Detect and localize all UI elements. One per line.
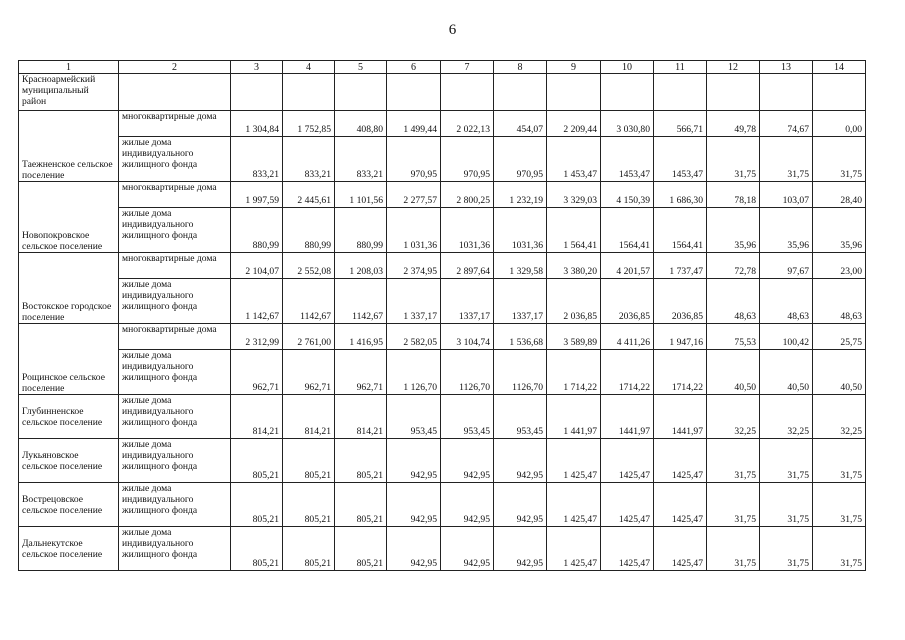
value-cell: 805,21 xyxy=(231,483,283,527)
value-cell: 0,00 xyxy=(813,111,866,137)
value-cell: 2 036,85 xyxy=(547,279,601,324)
value-cell: 1 337,17 xyxy=(387,279,441,324)
value-cell: 805,21 xyxy=(335,483,387,527)
value-cell: 40,50 xyxy=(813,350,866,395)
value-cell: 3 589,89 xyxy=(547,324,601,350)
value-cell: 1 329,58 xyxy=(494,253,547,279)
table-row xyxy=(19,279,866,324)
value-cell: 1031,36 xyxy=(494,208,547,253)
value-cell: 3 104,74 xyxy=(441,324,494,350)
value-cell: 2036,85 xyxy=(654,279,707,324)
value-cell: 833,21 xyxy=(283,137,335,182)
table-row xyxy=(19,527,866,571)
value-cell: 35,96 xyxy=(813,208,866,253)
value-cell: 48,63 xyxy=(813,279,866,324)
value-cell: 2 800,25 xyxy=(441,182,494,208)
value-cell: 32,25 xyxy=(760,395,813,439)
value-cell: 1126,70 xyxy=(441,350,494,395)
value-cell: 28,40 xyxy=(813,182,866,208)
settlement-name: Дальнекутское сельское поселение xyxy=(19,527,119,571)
value-cell: 1 031,36 xyxy=(387,208,441,253)
value-cell: 942,95 xyxy=(387,483,441,527)
value-cell: 74,67 xyxy=(760,111,813,137)
value-cell: 1714,22 xyxy=(654,350,707,395)
value-cell: 31,75 xyxy=(707,439,760,483)
value-cell: 4 150,39 xyxy=(601,182,654,208)
table-row xyxy=(19,439,866,483)
value-cell: 1 714,22 xyxy=(547,350,601,395)
value-cell: 2 312,99 xyxy=(231,324,283,350)
value-cell: 2 374,95 xyxy=(387,253,441,279)
value-cell: 97,67 xyxy=(760,253,813,279)
value-cell: 48,63 xyxy=(707,279,760,324)
value-cell: 1425,47 xyxy=(601,483,654,527)
column-header-row xyxy=(19,61,866,74)
value-cell: 1 208,03 xyxy=(335,253,387,279)
value-cell: 1 737,47 xyxy=(654,253,707,279)
value-cell: 408,80 xyxy=(335,111,387,137)
value-cell: 1126,70 xyxy=(494,350,547,395)
value-cell: 48,63 xyxy=(760,279,813,324)
value-cell: 942,95 xyxy=(441,527,494,571)
value-cell: 814,21 xyxy=(335,395,387,439)
settlement-name: Востокское городское поселение xyxy=(19,253,119,324)
value-cell: 814,21 xyxy=(231,395,283,439)
column-header: 5 xyxy=(335,61,387,74)
column-header: 13 xyxy=(760,61,813,74)
settlement-name: Новопокровское сельское поселение xyxy=(19,182,119,253)
value-cell: 31,75 xyxy=(813,483,866,527)
value-cell: 1453,47 xyxy=(654,137,707,182)
value-cell: 1 947,16 xyxy=(654,324,707,350)
value-cell: 3 380,20 xyxy=(547,253,601,279)
value-cell: 1425,47 xyxy=(601,439,654,483)
value-cell: 2 582,05 xyxy=(387,324,441,350)
value-cell: 1441,97 xyxy=(654,395,707,439)
value-cell: 566,71 xyxy=(654,111,707,137)
value-cell: 1564,41 xyxy=(654,208,707,253)
value-cell: 1 142,67 xyxy=(231,279,283,324)
page-number: 6 xyxy=(448,22,457,38)
value-cell: 31,75 xyxy=(707,137,760,182)
value-cell: 2 277,57 xyxy=(387,182,441,208)
value-cell: 2 552,08 xyxy=(283,253,335,279)
value-cell: 3 329,03 xyxy=(547,182,601,208)
table-row xyxy=(19,350,866,395)
value-cell: 100,42 xyxy=(760,324,813,350)
table-row xyxy=(19,182,866,208)
value-cell: 4 201,57 xyxy=(601,253,654,279)
value-cell: 2 445,61 xyxy=(283,182,335,208)
value-cell: 805,21 xyxy=(231,527,283,571)
value-cell: 942,95 xyxy=(387,527,441,571)
value-cell: 942,95 xyxy=(494,527,547,571)
value-cell: 31,75 xyxy=(707,483,760,527)
value-cell: 1 499,44 xyxy=(387,111,441,137)
value-cell: 40,50 xyxy=(760,350,813,395)
value-cell: 805,21 xyxy=(231,439,283,483)
value-cell: 805,21 xyxy=(283,439,335,483)
value-cell: 1441,97 xyxy=(601,395,654,439)
value-cell: 1 536,68 xyxy=(494,324,547,350)
value-cell: 833,21 xyxy=(335,137,387,182)
value-cell: 40,50 xyxy=(707,350,760,395)
value-cell: 31,75 xyxy=(813,137,866,182)
district-title: Красноармейский муниципальный район xyxy=(19,74,119,111)
value-cell: 1 126,70 xyxy=(387,350,441,395)
value-cell: 1 441,97 xyxy=(547,395,601,439)
value-cell: 23,00 xyxy=(813,253,866,279)
value-cell: 1 453,47 xyxy=(547,137,601,182)
column-header: 2 xyxy=(119,61,231,74)
column-header: 11 xyxy=(654,61,707,74)
value-cell: 962,71 xyxy=(283,350,335,395)
value-cell: 805,21 xyxy=(283,527,335,571)
value-cell: 1 752,85 xyxy=(283,111,335,137)
settlement-name: Вострецовское сельское поселение xyxy=(19,483,119,527)
column-header: 7 xyxy=(441,61,494,74)
value-cell: 833,21 xyxy=(231,137,283,182)
value-cell: 962,71 xyxy=(231,350,283,395)
value-cell: 1 101,56 xyxy=(335,182,387,208)
value-cell: 72,78 xyxy=(707,253,760,279)
housing-type: жилые дома индивидуального жилищного фонда xyxy=(119,527,231,571)
table-row xyxy=(19,111,866,137)
value-cell: 31,75 xyxy=(813,527,866,571)
value-cell: 880,99 xyxy=(283,208,335,253)
value-cell: 1 425,47 xyxy=(547,483,601,527)
value-cell: 1425,47 xyxy=(654,527,707,571)
table-row xyxy=(19,137,866,182)
value-cell: 1 425,47 xyxy=(547,527,601,571)
district-row xyxy=(19,74,866,111)
value-cell: 880,99 xyxy=(335,208,387,253)
value-cell: 1 425,47 xyxy=(547,439,601,483)
value-cell: 103,07 xyxy=(760,182,813,208)
value-cell: 1453,47 xyxy=(601,137,654,182)
value-cell: 1337,17 xyxy=(494,279,547,324)
value-cell: 31,75 xyxy=(813,439,866,483)
value-cell: 1425,47 xyxy=(654,483,707,527)
value-cell: 1 564,41 xyxy=(547,208,601,253)
value-cell: 32,25 xyxy=(813,395,866,439)
value-cell: 4 411,26 xyxy=(601,324,654,350)
value-cell: 880,99 xyxy=(231,208,283,253)
value-cell: 2036,85 xyxy=(601,279,654,324)
value-cell: 78,18 xyxy=(707,182,760,208)
value-cell: 953,45 xyxy=(387,395,441,439)
value-cell: 31,75 xyxy=(760,483,813,527)
value-cell: 2 022,13 xyxy=(441,111,494,137)
value-cell: 2 761,00 xyxy=(283,324,335,350)
housing-type: многоквартирные дома xyxy=(119,182,231,208)
column-header: 1 xyxy=(19,61,119,74)
housing-type: многоквартирные дома xyxy=(119,111,231,137)
housing-type: многоквартирные дома xyxy=(119,253,231,279)
housing-type: жилые дома индивидуального жилищного фонда xyxy=(119,350,231,395)
column-header: 6 xyxy=(387,61,441,74)
column-header: 10 xyxy=(601,61,654,74)
settlement-name: Лукьяновское сельское поселение xyxy=(19,439,119,483)
housing-type: жилые дома индивидуального жилищного фонда xyxy=(119,279,231,324)
value-cell: 942,95 xyxy=(494,439,547,483)
value-cell: 953,45 xyxy=(441,395,494,439)
value-cell: 942,95 xyxy=(441,483,494,527)
value-cell: 1 304,84 xyxy=(231,111,283,137)
table-row xyxy=(19,253,866,279)
value-cell: 970,95 xyxy=(387,137,441,182)
column-header: 3 xyxy=(231,61,283,74)
value-cell: 970,95 xyxy=(441,137,494,182)
value-cell: 31,75 xyxy=(707,527,760,571)
value-cell: 1337,17 xyxy=(441,279,494,324)
housing-type: многоквартирные дома xyxy=(119,324,231,350)
value-cell: 49,78 xyxy=(707,111,760,137)
table-row xyxy=(19,208,866,253)
value-cell: 805,21 xyxy=(283,483,335,527)
value-cell: 1 686,30 xyxy=(654,182,707,208)
value-cell: 35,96 xyxy=(760,208,813,253)
value-cell: 1564,41 xyxy=(601,208,654,253)
settlement-name: Рощинское сельское поселение xyxy=(19,324,119,395)
settlement-name: Глубинненское сельское поселение xyxy=(19,395,119,439)
housing-type: жилые дома индивидуального жилищного фонда xyxy=(119,395,231,439)
value-cell: 25,75 xyxy=(813,324,866,350)
value-cell: 805,21 xyxy=(335,527,387,571)
value-cell: 1425,47 xyxy=(601,527,654,571)
value-cell: 2 104,07 xyxy=(231,253,283,279)
value-cell: 31,75 xyxy=(760,439,813,483)
value-cell: 31,75 xyxy=(760,137,813,182)
value-cell: 942,95 xyxy=(494,483,547,527)
value-cell: 1142,67 xyxy=(335,279,387,324)
table-row xyxy=(19,324,866,350)
column-header: 12 xyxy=(707,61,760,74)
value-cell: 3 030,80 xyxy=(601,111,654,137)
value-cell: 1714,22 xyxy=(601,350,654,395)
value-cell: 942,95 xyxy=(387,439,441,483)
value-cell: 805,21 xyxy=(335,439,387,483)
housing-type: жилые дома индивидуального жилищного фонда xyxy=(119,439,231,483)
settlement-name: Таежненское сельское поселение xyxy=(19,111,119,182)
value-cell: 1 997,59 xyxy=(231,182,283,208)
housing-type: жилые дома индивидуального жилищного фонда xyxy=(119,483,231,527)
tariff-table xyxy=(18,60,866,571)
housing-type: жилые дома индивидуального жилищного фонда xyxy=(119,137,231,182)
value-cell: 1142,67 xyxy=(283,279,335,324)
column-header: 9 xyxy=(547,61,601,74)
value-cell: 454,07 xyxy=(494,111,547,137)
housing-type: жилые дома индивидуального жилищного фонда xyxy=(119,208,231,253)
value-cell: 31,75 xyxy=(760,527,813,571)
table-row xyxy=(19,483,866,527)
table-row xyxy=(19,395,866,439)
value-cell: 75,53 xyxy=(707,324,760,350)
value-cell: 32,25 xyxy=(707,395,760,439)
value-cell: 35,96 xyxy=(707,208,760,253)
value-cell: 953,45 xyxy=(494,395,547,439)
column-header: 4 xyxy=(283,61,335,74)
value-cell: 970,95 xyxy=(494,137,547,182)
value-cell: 2 897,64 xyxy=(441,253,494,279)
value-cell: 2 209,44 xyxy=(547,111,601,137)
value-cell: 814,21 xyxy=(283,395,335,439)
column-header: 14 xyxy=(813,61,866,74)
column-header: 8 xyxy=(494,61,547,74)
value-cell: 1425,47 xyxy=(654,439,707,483)
value-cell: 1 416,95 xyxy=(335,324,387,350)
value-cell: 942,95 xyxy=(441,439,494,483)
value-cell: 1 232,19 xyxy=(494,182,547,208)
value-cell: 962,71 xyxy=(335,350,387,395)
value-cell: 1031,36 xyxy=(441,208,494,253)
